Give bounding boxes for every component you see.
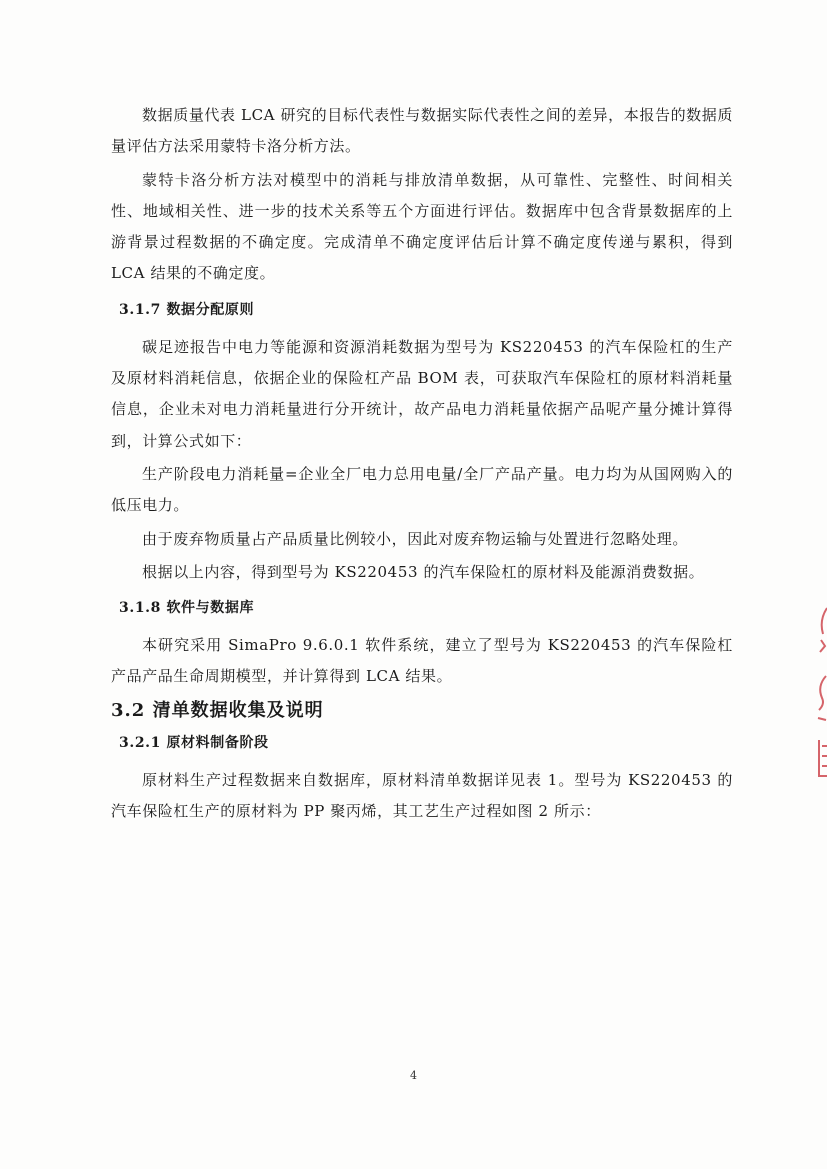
paragraph-software: 本研究采用 SimaPro 9.6.0.1 软件系统，建立了型号为 KS220453 的汽车保险杠产品产品生命周期模型，并计算得到 LCA 结果。 bbox=[111, 636, 733, 686]
seal-stamp-edge-icon bbox=[809, 600, 827, 790]
page-number: 4 bbox=[410, 1069, 417, 1082]
heading-3-2: 3.2 清单数据收集及说明 bbox=[111, 699, 324, 721]
document-body bbox=[111, 100, 733, 829]
paragraph-allocation: 碳足迹报告中电力等能源和资源消耗数据为型号为 KS220453 的汽车保险杠的生产及原材料消耗信息，依据企业的保险杠产品 BOM 表，可获取汽车保险杠的原材料消耗量信息，企业未对电力消耗量进行分开统计，故产品电力消耗量依据产品呢产量分摊计算得到，计算公式如下： bbox=[111, 337, 733, 450]
paragraph-raw-materials: 原材料生产过程数据来自数据库，原材料清单数据详见表 1。型号为 KS220453 的汽车保险杠生产的原材料为 PP 聚丙烯，其工艺生产过程如图 2 所示： bbox=[111, 770, 733, 821]
paragraph-electricity-formula: 生产阶段电力消耗量=企业全厂电力总用电量/全厂产品产量。电力均为从国网购入的低压电力。 bbox=[111, 464, 733, 515]
heading-3-1-8: 3.1.8 软件与数据库 bbox=[119, 600, 255, 617]
paragraph-monte-carlo: 蒙特卡洛分析方法对模型中的消耗与排放清单数据，从可靠性、完整性、时间相关性、地域相关性、进一步的技术关系等五个方面进行评估。数据库中包含背景数据库的上游背景过程数据的不确定度。完成清单不确定度评估后计算不确定度传递与累积，得到 LCA 结果的不确定度。 bbox=[111, 170, 733, 283]
paragraph-waste: 由于废弃物质量占产品质量比例较小，因此对废弃物运输与处置进行忽略处理。 bbox=[142, 529, 689, 548]
paragraph-summary: 根据以上内容，得到型号为 KS220453 的汽车保险杠的原材料及能源消费数据。 bbox=[142, 562, 705, 581]
paragraph-data-quality: 数据质量代表 LCA 研究的目标代表性与数据实际代表性之间的差异，本报告的数据质量评估方法采用蒙特卡洛分析方法。 bbox=[111, 106, 733, 156]
heading-3-2-1: 3.2.1 原材料制备阶段 bbox=[119, 734, 269, 751]
heading-3-1-7: 3.1.7 数据分配原则 bbox=[119, 301, 255, 318]
